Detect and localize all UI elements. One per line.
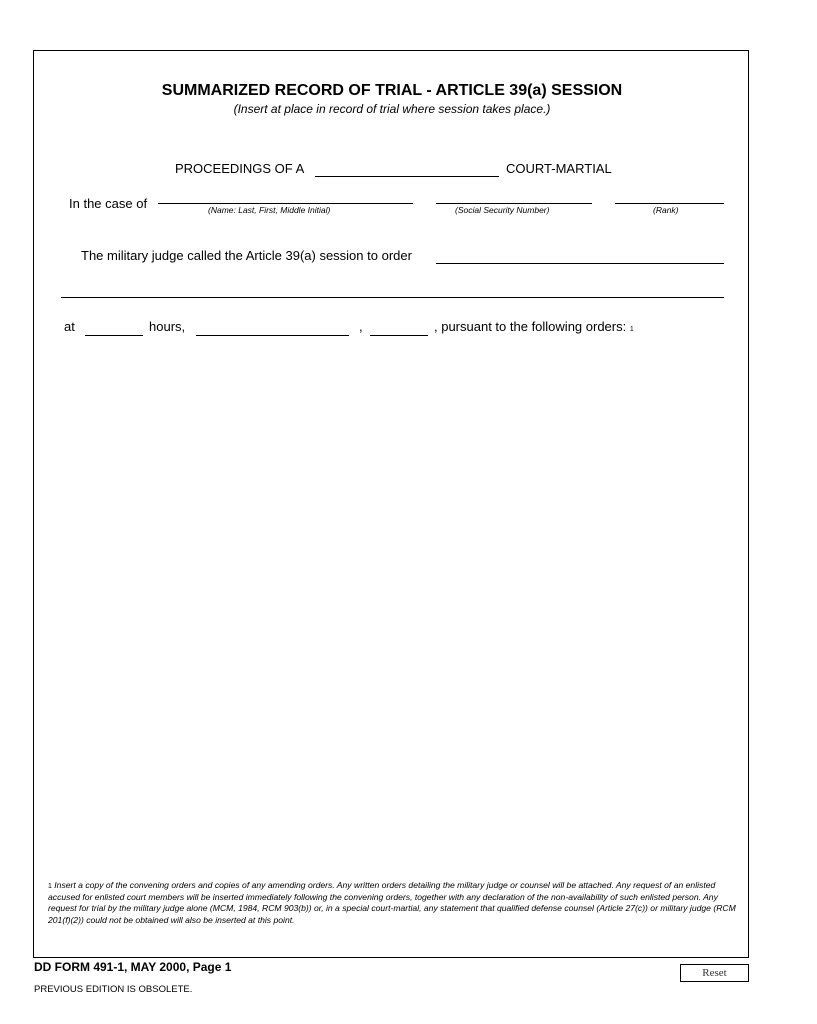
session-location-field-2[interactable] xyxy=(63,280,723,296)
rank-line xyxy=(615,203,724,204)
case-label: In the case of xyxy=(69,196,148,211)
date-field[interactable] xyxy=(198,318,348,334)
obsolete-notice: PREVIOUS EDITION IS OBSOLETE. xyxy=(34,984,193,995)
time-line xyxy=(85,335,143,336)
form-title: SUMMARIZED RECORD OF TRIAL - ARTICLE 39(a) SESSION xyxy=(161,82,623,99)
session-location-line-2 xyxy=(61,297,724,298)
ssn-field[interactable] xyxy=(438,187,588,203)
time-field[interactable] xyxy=(86,318,142,334)
ssn-hint: (Social Security Number) xyxy=(455,205,550,215)
ssn-line xyxy=(436,203,592,204)
pursuant-footnote-marker: 1 xyxy=(629,326,634,333)
form-id: DD FORM 491-1, MAY 2000, Page 1 xyxy=(34,960,232,974)
year-field[interactable] xyxy=(372,318,427,334)
footnote xyxy=(48,880,738,926)
pursuant-label xyxy=(434,319,634,334)
court-type-line xyxy=(315,176,499,177)
year-line xyxy=(370,335,428,336)
reset-button[interactable]: Reset xyxy=(680,964,749,982)
rank-hint: (Rank) xyxy=(653,205,679,215)
date-line xyxy=(196,335,349,336)
session-text: The military judge called the Article 39(a) session to order xyxy=(81,248,412,263)
session-location-line xyxy=(436,263,724,264)
rank-field[interactable] xyxy=(617,187,721,203)
name-hint: (Name: Last, First, Middle Initial) xyxy=(208,205,331,215)
form-page xyxy=(33,50,749,958)
pursuant-text: , pursuant to the following orders: xyxy=(434,319,627,334)
form-subtitle: (Insert at place in record of trial where session takes place.) xyxy=(233,102,551,116)
comma-label: , xyxy=(359,319,363,334)
proceedings-label: PROCEEDINGS OF A xyxy=(175,161,305,176)
court-type-field[interactable] xyxy=(317,159,497,175)
at-label: at xyxy=(64,319,75,334)
session-location-field[interactable] xyxy=(438,246,722,262)
footnote-marker: 1 xyxy=(48,883,52,890)
hours-label: hours, xyxy=(149,319,186,334)
name-line xyxy=(158,203,413,204)
name-field[interactable] xyxy=(160,187,410,203)
footnote-text: Insert a copy of the convening orders and copies of any amending orders. Any written orders detailing the military judge or counsel will be attached. Any request of an enlisted accused for enlisted court members will be inserted immediately following the convening orders, together with any declaration of the non-availability of such enlisted person. Any request for trial by the military judge alone (MCM, 1984, RCM 903(b)) or, in a special court-martial, any statement that qualified defense counsel (Article 27(c)) or military judge (RCM 201(f)(2)) could not be obtained will also be inserted at this point. xyxy=(48,880,736,925)
court-martial-label: COURT-MARTIAL xyxy=(506,161,612,176)
